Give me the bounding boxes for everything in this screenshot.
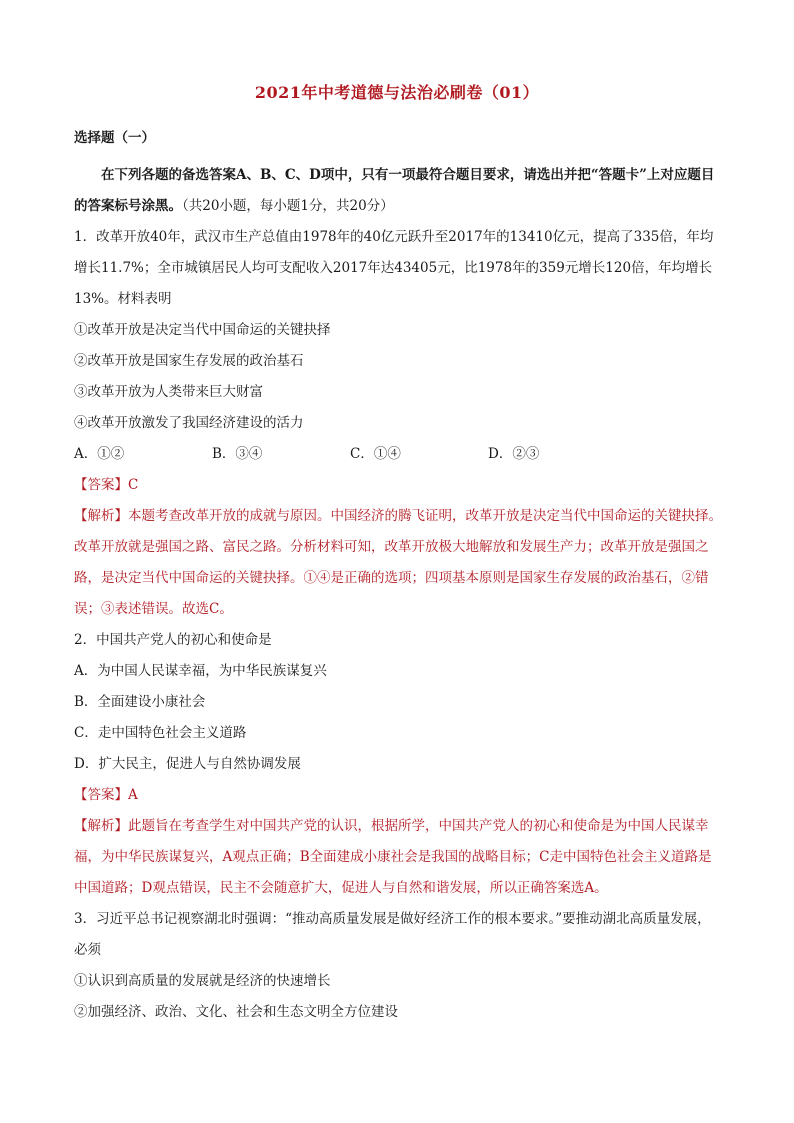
question-3-item: ②加强经济、政治、文化、社会和生态文明全方位建设 — [74, 1004, 398, 1020]
question-3-item: ①认识到高质量的发展就是经济的快速增长 — [74, 973, 331, 989]
question-1-item: ②改革开放是国家生存发展的政治基石 — [74, 353, 304, 369]
question-2-option-c: C．走中国特色社会主义道路 — [74, 725, 247, 741]
option-c: C．①④ — [350, 446, 401, 462]
option-b: B．③④ — [212, 446, 263, 462]
question-2-stem: 2．中国共产党人的初心和使命是 — [74, 632, 272, 648]
question-2-option-a: A．为中国人民谋幸福，为中华民族谋复兴 — [74, 663, 327, 679]
option-a: A．①② — [74, 446, 125, 462]
question-1-options — [74, 439, 724, 470]
question-2-analysis: 【解析】此题旨在考查学生对中国共产党的认识，根据所学，中国共产党人的初心和使命是为中国人民谋幸福，为中华民族谋复兴，A观点正确；B全面建成小康社会是我国的战略目标；C走中国特色社会主义道路是中国道路；D观点错误，民主不会随意扩大，促进人与自然和谐发展，所以正确答案选A。 — [74, 818, 712, 896]
question-2-option-d: D．扩大民主，促进人与自然协调发展 — [74, 756, 301, 772]
option-d: D．②③ — [488, 446, 540, 462]
question-2-option-b: B．全面建设小康社会 — [74, 694, 206, 710]
section-heading: 选择题（一） — [74, 130, 155, 146]
instruction-note: （共20小题，每小题1分，共20分） — [182, 198, 394, 214]
question-1-item: ①改革开放是决定当代中国命运的关键抉择 — [74, 322, 331, 338]
instruction-text: 在下列各题的备选答案A、B、C、D项中，只有一项最符合题目要求，请选出并把“答题卡”上对应题目的答案标号涂黑。 — [74, 167, 715, 214]
question-3-stem: 3．习近平总书记视察湖北时强调：“推动高质量发展是做好经济工作的根本要求。”要推动湖北高质量发展，必须 — [74, 911, 711, 958]
question-1-stem: 1．改革开放40年，武汉市生产总值由1978年的40亿元跃升至2017年的13410亿元，提高了335倍，年均增长11.7%；全市城镇居民人均可支配收入2017年达43405元，比1978年的359元增长120倍，年均增长13%。材料表明 — [74, 229, 714, 307]
question-1-item: ④改革开放激发了我国经济建设的活力 — [74, 415, 304, 431]
question-2-answer: 【答案】A — [74, 787, 138, 803]
question-1-analysis: 【解析】本题考查改革开放的成就与原因。中国经济的腾飞证明，改革开放是决定当代中国命运的关键抉择。改革开放就是强国之路、富民之路。分析材料可知，改革开放极大地解放和发展生产力；改革开放是强国之路，是决定当代中国命运的关键抉择。①④是正确的选项；四项基本原则是国家生存发展的政治基石，②错误；③表述错误。故选C。 — [74, 508, 722, 617]
question-1-item: ③改革开放为人类带来巨大财富 — [74, 384, 263, 400]
question-1-answer: 【答案】C — [74, 477, 139, 493]
instruction-paragraph — [74, 160, 724, 222]
document-body — [74, 123, 724, 1028]
page-title: 2021年中考道德与法治必刷卷（01） — [254, 83, 540, 102]
